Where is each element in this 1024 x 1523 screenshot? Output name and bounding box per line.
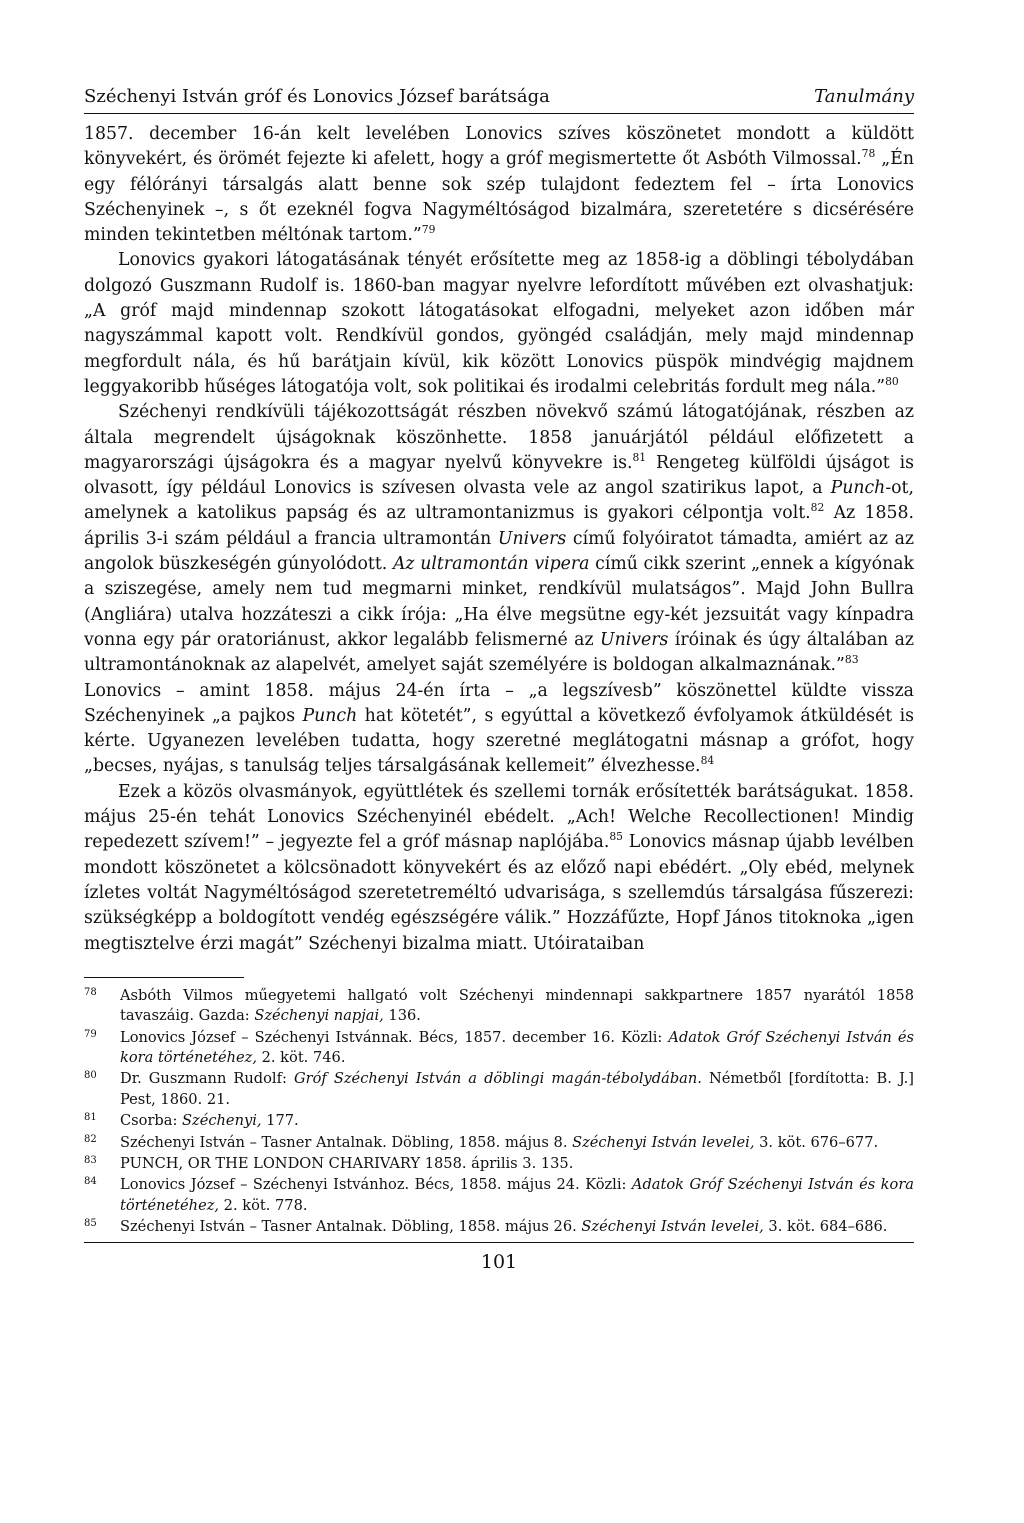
- italic-title: Punch: [830, 478, 886, 499]
- text-run: Az 1858. április 3-i szám például a francia ultramontán: [84, 503, 914, 549]
- footnote-81: [84, 1111, 914, 1131]
- footnote-number: 79: [84, 1028, 97, 1040]
- footnote-italic: Széchenyi,: [182, 1112, 262, 1130]
- footnote-ref[interactable]: 79: [421, 223, 436, 237]
- footnote-text: Lonovics József – Széchenyi Istvánhoz. Bécs, 1858. május 24. Közli:: [120, 1176, 632, 1194]
- footnote-text: 2. köt. 746.: [256, 1049, 346, 1067]
- running-title: Széchenyi István gróf és Lonovics József barátsága: [84, 86, 550, 107]
- footnote-79: [84, 1028, 914, 1069]
- footnote-80: [84, 1069, 914, 1110]
- footnote-text: Széchenyi István – Tasner Antalnak. Döbling, 1858. május 26.: [120, 1218, 582, 1236]
- running-head: [84, 86, 914, 114]
- footnote-number: 81: [84, 1112, 97, 1124]
- text-run: Ezek a közös olvasmányok, együttlétek és szellemi tornák erősítették barátságukat. 1858. május 25-én tehát Lonovics Széchenyinél ebédelt. „Ach! Welche Recollectionen! Mindig repedezett szívem!” – jegyezte fel a gróf másnap naplójába.: [84, 781, 914, 853]
- footnote-italic: Széchenyi István levelei,: [581, 1218, 764, 1236]
- paragraph-1: [84, 122, 914, 248]
- footnote-ref[interactable]: 85: [609, 830, 623, 844]
- footnotes: [84, 986, 914, 1238]
- italic-title: Univers: [497, 528, 567, 549]
- text-run: íróinak és úgy általában az ultramontánoknak az alapelvét, amelyet saját személyére is boldogan alkalmaznának.”: [84, 629, 915, 676]
- footnote-text: Dr. Guszmann Rudolf:: [120, 1070, 294, 1088]
- paragraph-4: [84, 679, 914, 780]
- footnote-text: 3. köt. 676–677.: [754, 1133, 879, 1151]
- text-run: Lonovics másnap újabb levélben mondott köszönetet a kölcsönadott könyvekért és az előző napi ebédért. „Oly ebéd, melynek ízletes voltát Nagyméltóságod szeretetreméltó udvarisága, s szellemdús társalgása fűszerezi: szükségképp a boldogított vendég egészségére válik.” Hozzáfűzte, Hopf János titoknoka „igen megtisztelve érzi magát” Széchenyi bizalma miatt. Utóirataiban: [84, 832, 914, 954]
- text-run: „Én egy félórányi társalgás alatt benne sok szép tulajdont fedeztem fel – írta Lonovics Széchenyinek –, s őt ezeknél fogva Nagyméltóságod bizalmára, szeretetére s dicsérésére minden tekintetben méltónak tartom.”: [84, 149, 914, 246]
- text-run: Rengeteg külföldi újságot is olvasott, így például Lonovics is szívesen olvasta vele az angol szatirikus lapot, a: [84, 452, 914, 499]
- footnote-number: 84: [84, 1176, 97, 1188]
- footnote-text: 3. köt. 684–686.: [763, 1218, 888, 1236]
- footnote-text: Németből [fordította: B. J.] Pest, 1860. 21.: [120, 1070, 914, 1108]
- footnote-text: PUNCH, OR THE LONDON CHARIVARY 1858. április 3. 135.: [120, 1155, 574, 1173]
- italic-title: Univers: [600, 629, 669, 650]
- footnote-text: 2. köt. 778.: [219, 1196, 308, 1214]
- paragraph-2: [84, 248, 914, 400]
- footnote-ref[interactable]: 80: [885, 375, 899, 389]
- text-run: Lonovics – amint 1858. május 24-én írta – „a legszívesb” köszönettel küldte vissza Széchenyinek „a pajkos: [84, 680, 914, 726]
- footnote-84: [84, 1175, 914, 1216]
- footnote-number: 80: [84, 1070, 97, 1082]
- footnote-ref[interactable]: 78: [861, 147, 876, 161]
- italic-title: Punch: [302, 705, 358, 726]
- footnote-text: Lonovics József – Széchenyi Istvánnak. Bécs, 1857. december 16. Közli:: [120, 1028, 669, 1046]
- footnote-83: [84, 1154, 914, 1174]
- footnote-82: [84, 1133, 914, 1153]
- bottom-rule: [84, 1242, 914, 1243]
- page: [84, 86, 914, 1273]
- paragraph-3: [84, 400, 914, 678]
- footnote-78: [84, 986, 914, 1027]
- footnote-number: 82: [84, 1133, 97, 1145]
- text-run: -ot, amelynek a katolikus papság és az ultramontanizmus is gyakori célpontja volt.: [84, 478, 914, 524]
- footnote-85: [84, 1217, 914, 1237]
- paragraph-5: [84, 780, 914, 957]
- italic-title: Az ultramontán vipera: [392, 554, 590, 575]
- page-number: 101: [480, 1250, 518, 1273]
- footnote-ref[interactable]: 82: [810, 501, 825, 515]
- footnote-text: Csorba:: [120, 1112, 183, 1130]
- section-label: Tanulmány: [814, 86, 914, 107]
- text-run: Széchenyi rendkívüli tájékozottságát részben növekvő számú látogatójának, részben az általa megrendelt újságoknak köszönhette. 1858 januárjától például előfizetett a magyarországi újságokra és a magyar nyelvű könyvekre is.: [84, 402, 914, 473]
- footnote-number: 78: [84, 986, 97, 998]
- footnote-italic: Adatok Gróf Széchenyi István és kora történetéhez,: [120, 1028, 914, 1067]
- footnote-italic: Gróf Széchenyi István a döblingi magán-tébolydában.: [293, 1070, 702, 1088]
- footnote-text: Széchenyi István – Tasner Antalnak. Döbling, 1858. május 8.: [120, 1133, 573, 1151]
- footnote-ref[interactable]: 81: [632, 451, 647, 465]
- footnote-number: 83: [84, 1155, 97, 1167]
- footnote-ref[interactable]: 84: [700, 754, 715, 768]
- footnote-text: 177.: [261, 1112, 299, 1130]
- footnote-ref[interactable]: 83: [844, 653, 859, 667]
- footnote-text: 136.: [383, 1007, 421, 1025]
- text-run: című folyóiratot támadta, amiért az az angolok büszkeségén gúnyolódott.: [84, 528, 914, 575]
- footnote-italic: Széchenyi István levelei,: [572, 1133, 755, 1151]
- footnote-number: 85: [84, 1218, 97, 1230]
- body-text: [84, 122, 914, 957]
- footnote-italic: Széchenyi napjai,: [254, 1007, 384, 1025]
- text-run: című cikk szerint „ennek a kígyónak a sziszegése, amely nem tud megmarni minket, rendkívül mulatságos”. Majd John Bullra (Angliára) utalva hozzáteszi a cikk írója: „Ha élve megsütne egy-két jezsuitát vagy kínpadra vonna egy pár oratoriánust, akkor legalább felismerné az: [84, 554, 914, 650]
- text-run: Lonovics gyakori látogatásának tényét erősítette meg az 1858-ig a döblingi tébolydában dolgozó Guszmann Rudolf is. 1860-ban magyar nyelvre lefordított művében ezt olvashatjuk: „A gróf majd mindennap szokott látogatásokat elfogadni, melyeket azon időben már nagyszámmal kapott volt. Rendkívül gondos, gyöngéd családján, mely majd mindennap megfordult nála, és hű barátjain kívül, kik között Lonovics püspök mindvégig majdnem leggyakoribb hűséges látogatója volt, sok politikai és irodalmi celebritás fordult meg nála.”: [84, 250, 914, 397]
- footnote-separator: [84, 977, 244, 978]
- text-run: hat kötetét”, s egyúttal a következő évfolyamok átküldését is kérte. Ugyanezen levelében tudatta, hogy szeretné meglátogatni másnap a grófot, hogy „becses, nyájas, s tanulság teljes társalgásának kellemeit” élvezhesse.: [84, 705, 914, 777]
- footnote-italic: Adatok Gróf Széchenyi István és kora történetéhez,: [120, 1176, 914, 1214]
- footnote-text: Asbóth Vilmos műegyetemi hallgató volt Széchenyi mindennapi sakkpartnere 1857 nyarától 1858 tavaszáig. Gazda:: [120, 986, 914, 1025]
- text-run: 1857. december 16-án kelt levelében Lonovics szíves köszönetet mondott a küldött könyvekért, és örömét fejezte ki afelett, hogy a gróf megismertette őt Asbóth Vilmossal.: [84, 124, 914, 170]
